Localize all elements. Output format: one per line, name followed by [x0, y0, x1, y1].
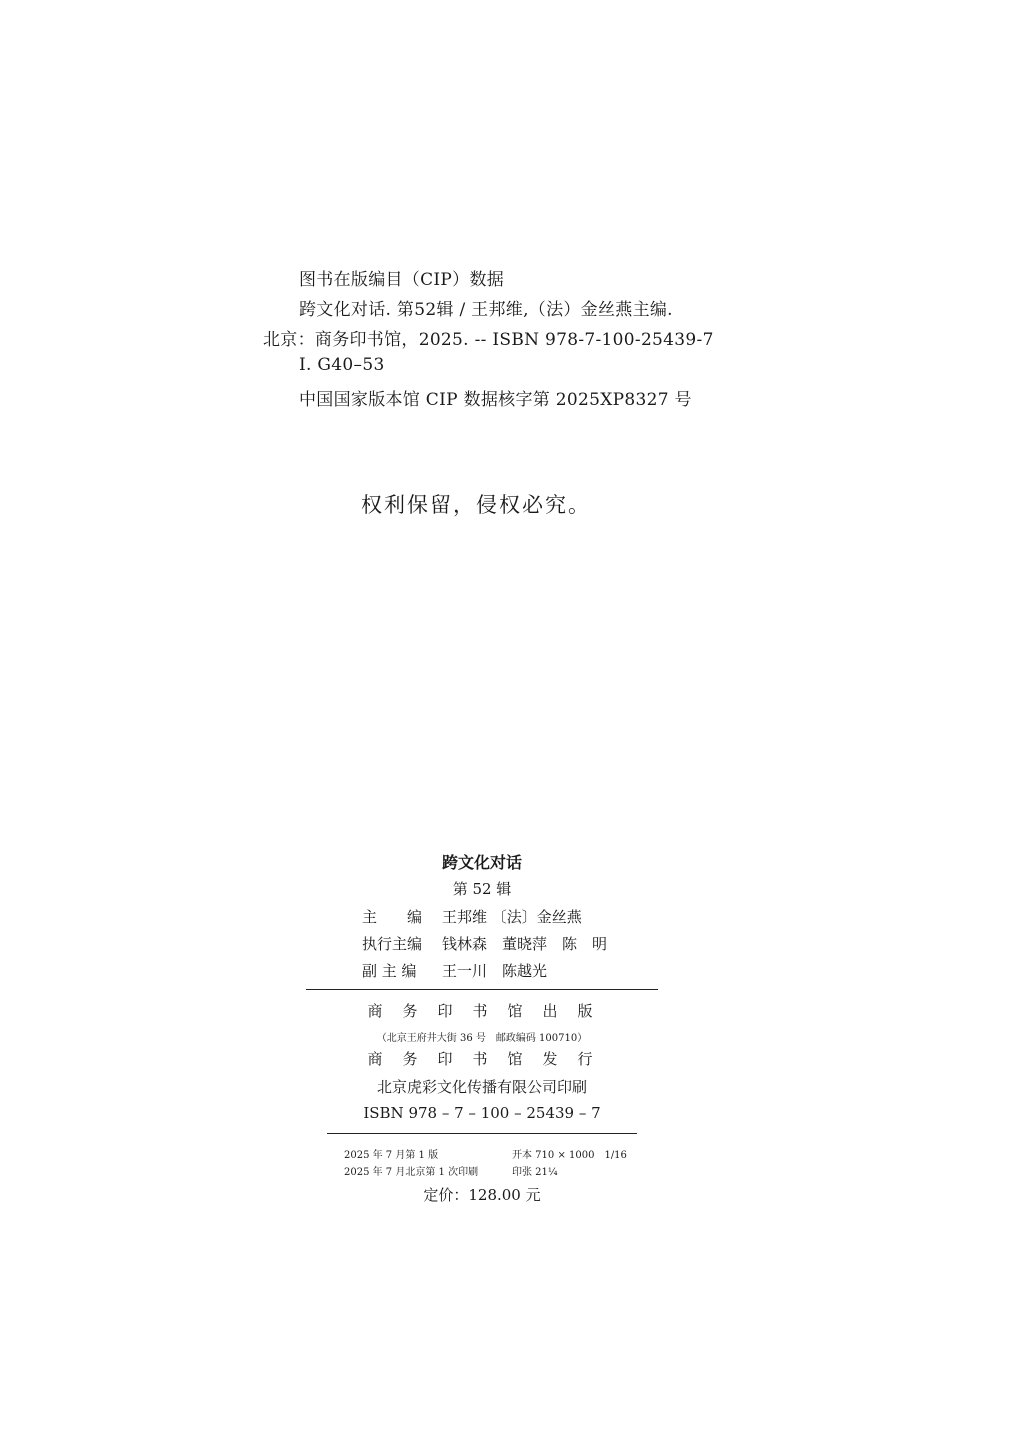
cip-line-publisher: 北京：商务印书馆，2025. -- ISBN 978-7-100-25439-7 [263, 330, 714, 350]
printing-info: 2025 年 7 月北京第 1 次印刷 [344, 1167, 479, 1178]
price: 定价：128.00 元 [423, 1186, 541, 1204]
rights-statement: 权利保留，侵权必究。 [361, 493, 591, 517]
chief-editor-label: 主 编 [362, 908, 423, 926]
isbn-line: ISBN 978 – 7 – 100 – 25439 – 7 [363, 1104, 601, 1122]
colophon-rule-top [306, 989, 658, 990]
chief-editor-names: 王邦维 〔法〕金丝燕 [442, 908, 582, 926]
distributor-line: 商务印书馆发行 [367, 1050, 613, 1068]
printer-line: 北京虎彩文化传播有限公司印刷 [376, 1078, 588, 1096]
book-title: 跨文化对话 [441, 853, 523, 872]
cip-line-record-number: 中国国家版本馆 CIP 数据核字第 2025XP8327 号 [299, 390, 692, 410]
exec-editor-label: 执行主编 [362, 935, 423, 953]
volume-number: 第 52 辑 [452, 880, 512, 898]
deputy-editor-label: 副 主 编 [362, 962, 417, 980]
colophon-rule-bottom [327, 1133, 637, 1134]
publisher-line: 商务印书馆出版 [367, 1002, 613, 1020]
cip-line-title: 跨文化对话. 第52辑 / 王邦维,（法）金丝燕主编. [299, 300, 673, 320]
edition-info: 2025 年 7 月第 1 版 [344, 1150, 439, 1161]
cip-line-classification: Ⅰ. G40–53 [299, 355, 385, 375]
deputy-editor-names: 王一川 陈越光 [442, 962, 548, 980]
publisher-address: （北京王府井大街 36 号 邮政编码 100710） [376, 1033, 588, 1044]
cip-heading: 图书在版编目（CIP）数据 [299, 270, 505, 290]
exec-editor-names: 钱林森 董晓萍 陈 明 [442, 935, 608, 953]
format-info: 开本 710 × 1000 1/16 [512, 1150, 627, 1161]
sheets-info: 印张 21¼ [512, 1167, 558, 1178]
